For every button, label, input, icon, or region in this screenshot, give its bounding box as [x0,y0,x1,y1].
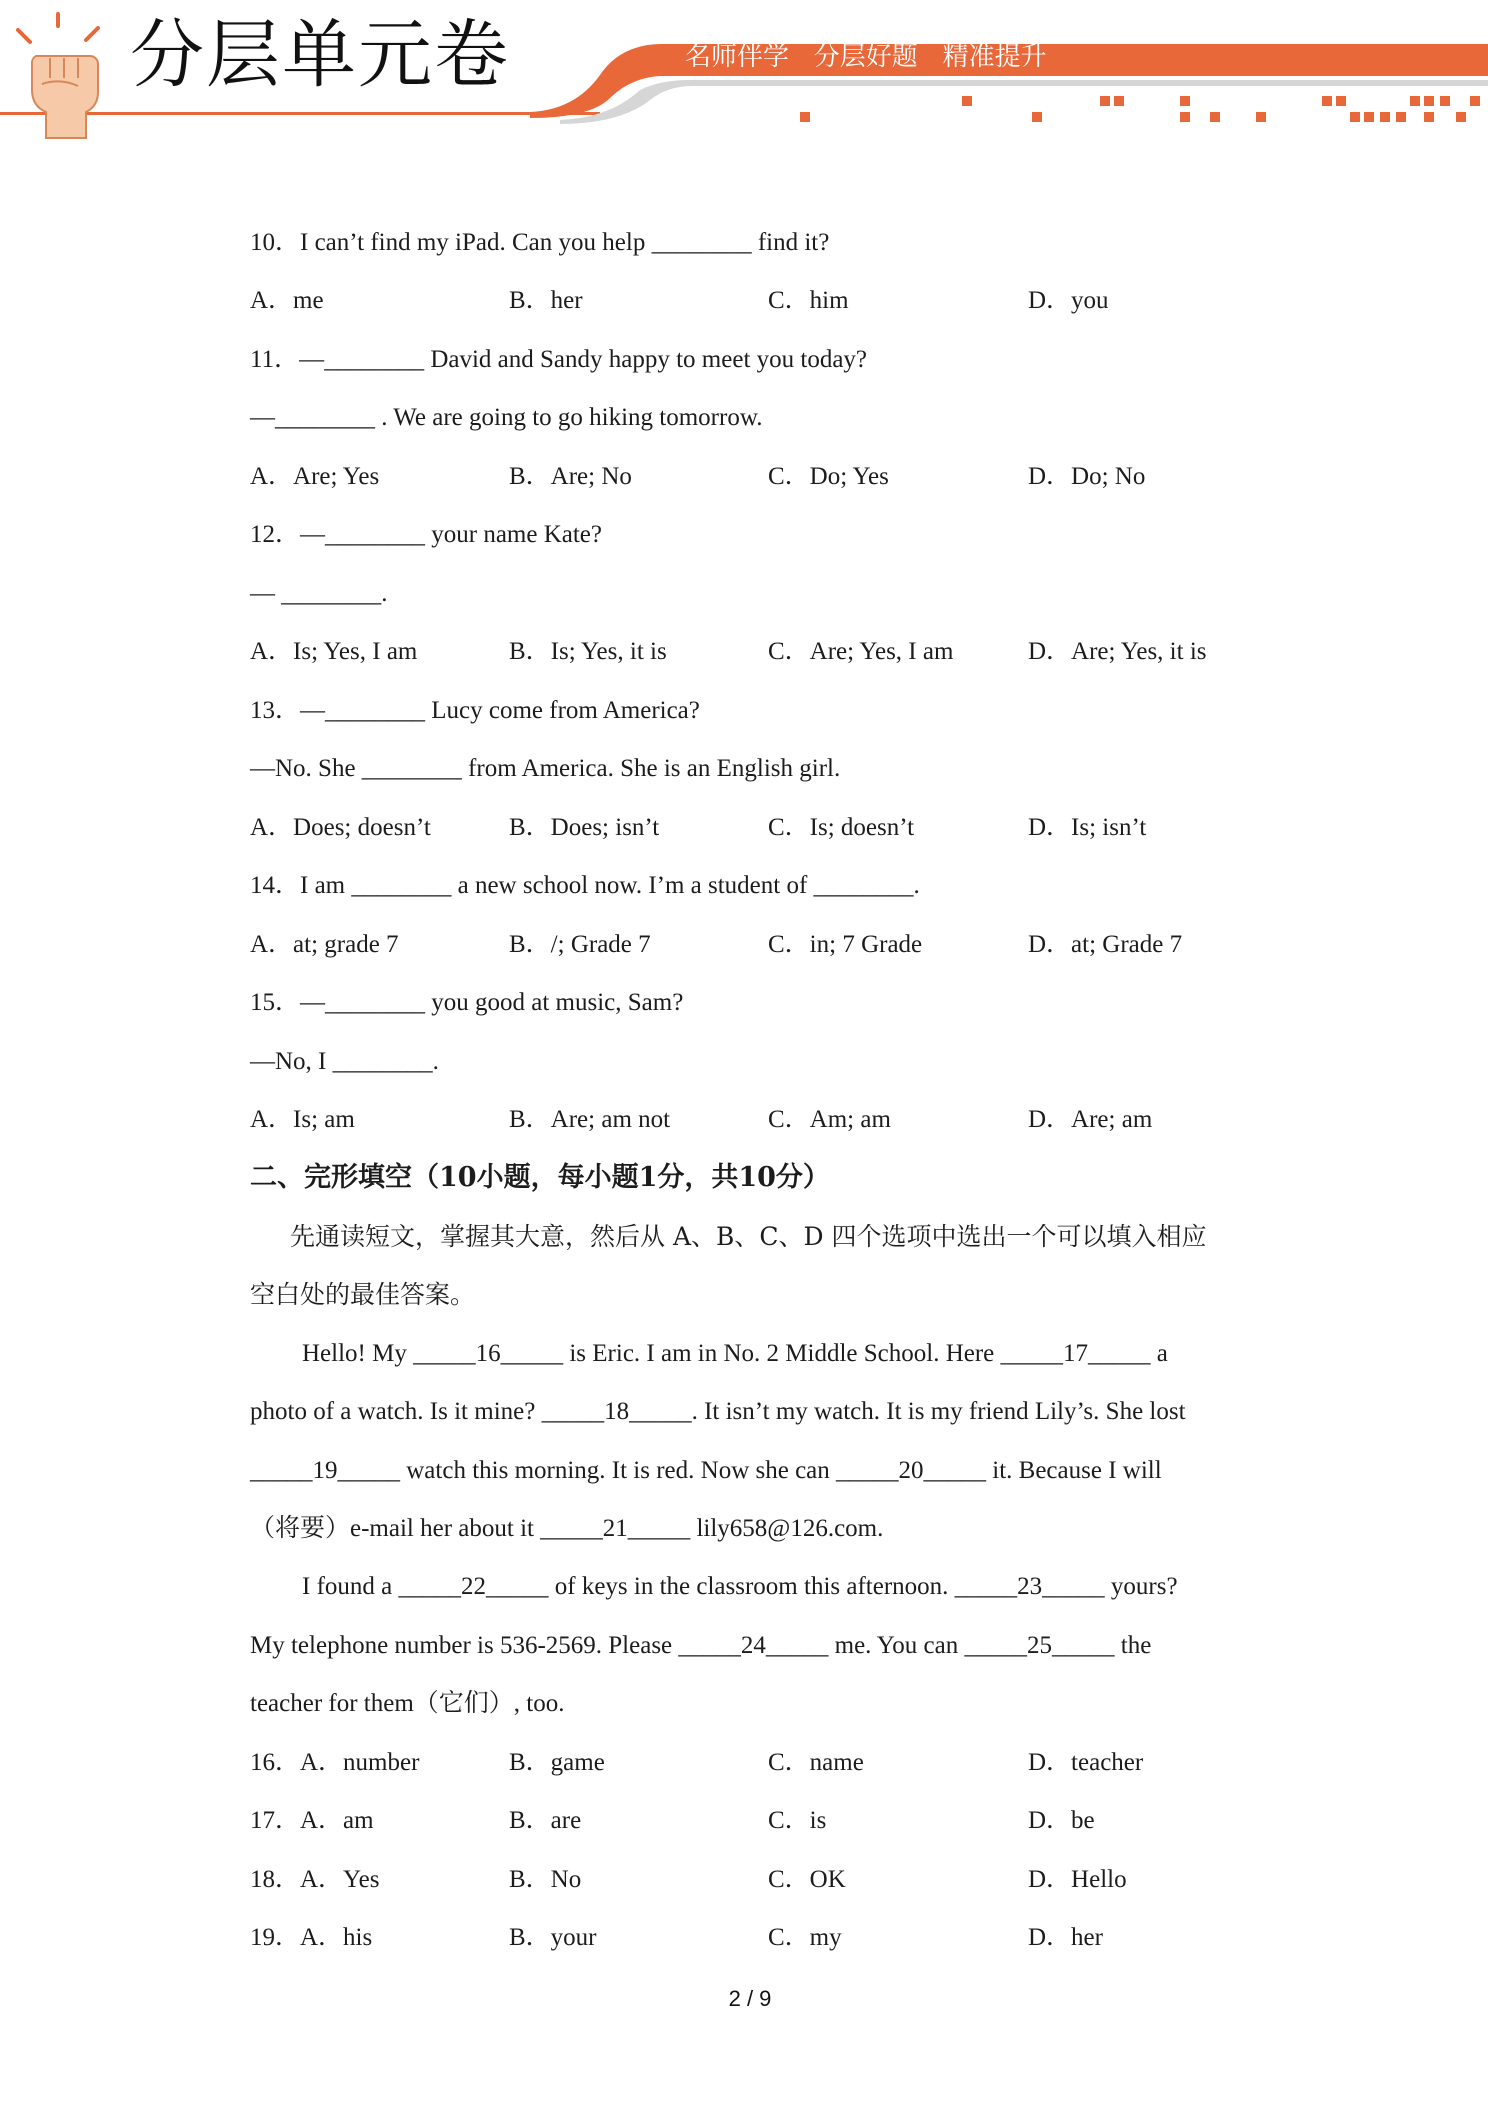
option-d: D．Is; isn’t [1028,814,1147,841]
option-b: B．/; Grade 7 [509,931,651,958]
option-b: B．are [509,1807,582,1834]
option-b: B．Are; am not [509,1106,671,1133]
option-c: C．Are; Yes, I am [768,638,954,665]
option-d: D．you [1028,287,1109,314]
option-a: A．Is; am [250,1106,355,1133]
option-c: C．name [768,1749,864,1776]
question-10-stem: 10．I can’t find my iPad. Can you help ________ find it? [250,229,830,256]
question-15-stem: 15．—________ you good at music, Sam? [250,989,684,1016]
option-d: D．be [1028,1807,1095,1834]
question-14-stem: 14．I am ________ a new school now. I’m a student of ________. [250,872,920,899]
question-12-stem: 12．—________ your name Kate? [250,521,603,548]
option-d: D．Are; Yes, it is [1028,638,1207,665]
section-instruction-2: 空白处的最佳答案。 [250,1280,476,1309]
item-label: 16．A．number [250,1749,420,1776]
passage-line-6: My telephone number is 536-2569. Please _____24_____ me. You can _____25_____ the [250,1632,1152,1659]
section-heading: 二、完形填空（10小题，每小题1分，共10分） [250,1162,830,1193]
item-label: 18．A．Yes [250,1866,380,1893]
question-13-stem-2: —No. She ________ from America. She is an English girl. [250,755,841,782]
option-c: C．in; 7 Grade [768,931,923,958]
option-a: A．me [250,287,324,314]
passage-line-5: I found a _____22_____ of keys in the classroom this afternoon. _____23_____ yours? [302,1573,1178,1600]
brand-title: 分层单元卷 [130,12,510,98]
option-b: B．her [509,287,583,314]
option-c: C．OK [768,1866,846,1893]
option-b: B．your [509,1924,597,1951]
option-b: B．Is; Yes, it is [509,638,667,665]
option-d: D．her [1028,1924,1103,1951]
option-d: D．at; Grade 7 [1028,931,1183,958]
passage-line-4: （将要）e-mail her about it _____21_____ lily658@126.com. [250,1515,884,1542]
option-b: B．Are; No [509,463,632,490]
option-a: A．at; grade 7 [250,931,399,958]
option-d: D．Do; No [1028,463,1146,490]
page-number: 2 / 9 [728,1986,772,2011]
option-c: C．my [768,1924,842,1951]
item-label: 19．A．his [250,1924,373,1951]
passage-line-1: Hello! My _____16_____ is Eric. I am in No. 2 Middle School. Here _____17_____ a [302,1340,1168,1367]
option-d: D．Hello [1028,1866,1127,1893]
option-c: C．Do; Yes [768,463,889,490]
option-c: C．him [768,287,849,314]
raised-fist-icon [8,12,118,142]
option-a: A．Are; Yes [250,463,380,490]
option-d: D．Are; am [1028,1106,1153,1133]
header-slogan: 名师伴学 分层好题 精准提升 [685,42,1047,72]
question-15-stem-2: —No, I ________. [250,1048,439,1075]
question-11-stem: 11．—________ David and Sandy happy to meet you today? [250,346,868,373]
option-c: C．Is; doesn’t [768,814,915,841]
option-b: B．Does; isn’t [509,814,660,841]
option-b: B．game [509,1749,605,1776]
passage-line-2: photo of a watch. Is it mine? _____18_____. It isn’t my watch. It is my friend Lily’s. She lost [250,1398,1186,1425]
option-c: C．is [768,1807,827,1834]
option-c: C．Am; am [768,1106,891,1133]
question-12-stem-2: — ________. [250,580,388,607]
item-label: 17．A．am [250,1807,374,1834]
page-header [0,0,1488,150]
option-a: A．Does; doesn’t [250,814,431,841]
option-d: D．teacher [1028,1749,1144,1776]
option-a: A．Is; Yes, I am [250,638,418,665]
passage-line-3: _____19_____ watch this morning. It is red. Now she can _____20_____ it. Because I will [250,1457,1162,1484]
question-11-stem-2: —________ . We are going to go hiking tomorrow. [250,404,763,431]
passage-line-7: teacher for them（它们）, too. [250,1690,565,1717]
section-instruction-1: 先通读短文，掌握其大意，然后从 A、B、C、D 四个选项中选出一个可以填入相应 [290,1222,1207,1251]
option-b: B．No [509,1866,582,1893]
question-13-stem: 13．—________ Lucy come from America? [250,697,700,724]
